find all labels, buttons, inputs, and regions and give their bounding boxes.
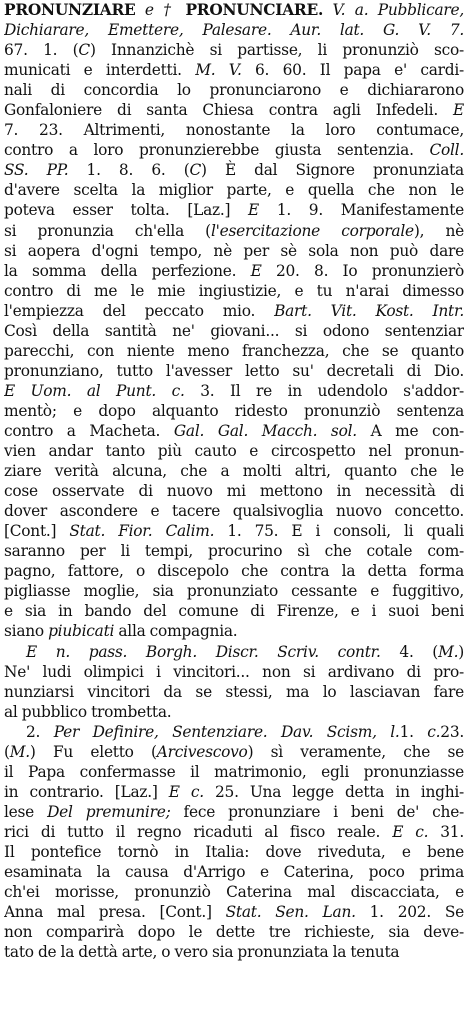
text-line [4, 200, 464, 220]
text-run: fece pronunziare i beni de' che- [170, 802, 464, 821]
text-line [4, 782, 464, 802]
italic-run: C [78, 41, 90, 60]
text-run: 4. ( [380, 642, 439, 661]
text-line [4, 762, 464, 782]
text-run: ( [4, 742, 10, 761]
text-line [4, 942, 464, 962]
text-run: ) Innanzichè si partisse, li pronunziò sco- [89, 41, 464, 60]
text-line [4, 140, 464, 160]
text-line [4, 682, 464, 702]
italic-run: E [250, 261, 262, 280]
entry-paragraph-3 [4, 722, 464, 963]
italic-run: Per Definire, Sentenziare. Dav. Scism, l. [53, 722, 400, 741]
text-run: A me con- [356, 421, 464, 440]
text-run: contro di me le mie ingiustizie, e tu n'arai dimesso [4, 281, 464, 300]
text-run: 23. [440, 722, 464, 741]
text-run: 1. 202. Se [355, 903, 464, 922]
text-line [4, 842, 464, 862]
text-line [4, 581, 464, 601]
headword: PRONUNCIARE. [185, 1, 324, 19]
text-line [4, 621, 464, 641]
text-line [4, 100, 464, 120]
text-run: pigliasse moglie, sia pronunziato cessante e fuggitivo, [4, 582, 464, 601]
text-run: municati e interdetti. [4, 61, 196, 80]
headword: PRONUNZIARE [4, 1, 136, 19]
italic-run: E n. pass. Borgh. Discr. Scriv. contr. [26, 642, 381, 661]
text-line [4, 361, 464, 381]
text-line [4, 401, 464, 421]
text-run: pronunziano, tutto l'avesser letto su' decretali di Dio. [4, 361, 464, 380]
entry-paragraph-2 [4, 642, 464, 722]
text-run: ) sì veramente, che se [247, 742, 464, 761]
italic-run: Coll. [429, 141, 464, 160]
text-run: 1. [399, 722, 428, 741]
text-line [4, 441, 464, 461]
text-line [4, 742, 464, 762]
text-run: vien andar tanto più cauto e circospetto nel pronun- [4, 442, 464, 461]
text-line [4, 862, 464, 882]
text-run: ) [458, 642, 464, 661]
text-line [4, 40, 464, 60]
italic-run: Stat. Sen. Lan. [225, 903, 356, 922]
text-run: contro a Macheta. [4, 421, 174, 440]
text-line [4, 180, 464, 200]
text-run: 1. 9. Manifestamente [259, 201, 464, 220]
text-line [4, 60, 464, 80]
text-line [4, 822, 464, 842]
text-run: saranno per li tempi, procurino sì che cotale com- [4, 542, 464, 561]
text-run: 67. 1. ( [4, 41, 79, 60]
text-run: esaminata la causa d'Arrigo e Caterina, poco prima [4, 863, 464, 882]
text-line [4, 642, 464, 662]
text-run: poteva esser tolta. [Laz.] [4, 201, 249, 220]
text-line [4, 301, 464, 321]
text-line [4, 241, 464, 261]
text-line [4, 902, 464, 922]
italic-run: C [189, 161, 201, 180]
text-run: dover ascondere e tacere qualsivoglia nuovo concetto. [4, 502, 464, 521]
text-run: alla compagnia. [114, 622, 238, 641]
text-line [4, 0, 464, 20]
text-run: Gonfaloniere di santa Chiesa contra agli Infedeli. [4, 101, 453, 120]
text-run: 25. Una legge detta in inghi- [203, 782, 464, 801]
italic-run: Stat. Fior. Calim. [69, 522, 215, 541]
text-line [4, 702, 464, 722]
text-run: rici di tutto il regno ricaduti al fisco reale. [4, 822, 393, 841]
text-line [4, 541, 464, 561]
text-line [4, 221, 464, 241]
italic-run: E [453, 101, 464, 120]
text-run: Anna mal presa. [Cont.] [4, 903, 226, 922]
text-run: ) Fu eletto ( [29, 742, 157, 761]
text-line [4, 120, 464, 140]
italic-run: SS. PP. [4, 161, 69, 180]
text-run: e sia in bando del comune di Firenze, e i suoi beni [4, 602, 464, 621]
text-line [4, 882, 464, 902]
text-run: 2. [26, 722, 54, 741]
text-run: cose osservate di nuovo mi mettono in necessità di [4, 482, 464, 501]
text-run: tato de la dettà arte, o vero sia pronunziata la tenuta [4, 943, 400, 962]
italic-run: Del premunire; [47, 802, 171, 821]
text-run: ziare verità alcuna, che a molti altri, quanto che le [4, 462, 464, 481]
text-line [4, 281, 464, 301]
text-run: si aopera d'ogni tempo, nè per sè sola non può dare [4, 241, 464, 260]
text-line [4, 922, 464, 942]
text-line [4, 20, 464, 40]
text-run: mentò; e dopo alquanto ridesto pronunziò sentenza [4, 401, 464, 420]
text-line [4, 802, 464, 822]
text-run: al pubblico trombetta. [4, 702, 172, 721]
text-run: 3. Il re in udendolo s'addor- [184, 381, 464, 400]
text-run: 31. [428, 822, 464, 841]
text-line [4, 521, 464, 541]
entry-paragraph-1 [4, 0, 464, 642]
text-line [4, 501, 464, 521]
text-run: 1. 75. E i consoli, li quali [214, 522, 464, 541]
text-run: 1. 8. 6. ( [68, 161, 190, 180]
italic-run: E [248, 201, 260, 220]
text-run: 6. 60. Il papa e' cardi- [241, 61, 464, 80]
italic-run: V. a. Pubblicare, [323, 1, 464, 19]
italic-run: piubicati [48, 622, 115, 641]
italic-run: M. [9, 742, 30, 761]
italic-run: l'esercitazione corporale [210, 221, 414, 240]
text-run: contro a loro pronunzierebbe giusta sentenzia. [4, 141, 430, 160]
text-line [4, 601, 464, 621]
text-run: d'avere scelta la miglior parte, e quella che non le [4, 181, 464, 200]
text-line [4, 722, 464, 742]
italic-run: Arcivescovo [156, 742, 248, 761]
italic-run: E Uom. al Punt. c. [4, 381, 185, 400]
text-run: nunziarsi vincitori da se stessi, ma lo lasciavan fare [4, 682, 464, 701]
italic-run: e † [135, 1, 186, 19]
text-run: Il pontefice tornò in Italia: dove riveduta, e bene [4, 842, 464, 861]
text-line [4, 481, 464, 501]
text-run: lese [4, 802, 48, 821]
text-line [4, 561, 464, 581]
text-run: ), nè [413, 221, 464, 240]
text-run: la somma della perfezione. [4, 261, 251, 280]
text-line [4, 461, 464, 481]
italic-run: Dichiarare, Emettere, Palesare. Aur. lat. G. V. 7. [4, 21, 464, 40]
text-line [4, 80, 464, 100]
text-run: Così della santità ne' giovani... si odono sentenziar [4, 321, 464, 340]
text-run: 20. 8. Io pronunzierò [261, 261, 464, 280]
text-run: 7. 23. Altrimenti, nonostante la loro contumace, [4, 121, 464, 140]
text-run: Ne' ludi olimpici i vincitori... non si ardivano di pro- [4, 662, 464, 681]
text-line [4, 662, 464, 682]
text-line [4, 421, 464, 441]
text-run: l'empiezza del peccato mio. [4, 301, 275, 320]
italic-run: E c. [168, 782, 204, 801]
italic-run: E c. [392, 822, 429, 841]
text-line [4, 261, 464, 281]
text-run: non comparirà dopo le dette tre richieste, sia deve- [4, 923, 464, 942]
text-run: in contrario. [Laz.] [4, 782, 169, 801]
text-run: ) È dal Signore pronunziata [201, 161, 464, 180]
italic-run: Gal. Gal. Macch. sol. [173, 421, 357, 440]
text-run: nali di concordia lo pronunciarono e dichiararono [4, 81, 464, 100]
text-run: parecchi, con niente meno franchezza, che se quanto [4, 341, 464, 360]
text-run: siano [4, 622, 49, 641]
italic-run: M. [438, 642, 459, 661]
text-line [4, 321, 464, 341]
text-run: [Cont.] [4, 522, 70, 541]
text-run: ch'ei morisse, pronunziò Caterina mal discacciata, e [4, 883, 464, 902]
italic-run: c. [427, 722, 441, 741]
text-run: si pronunzia ch'ella ( [4, 221, 211, 240]
text-line [4, 381, 464, 401]
text-line [4, 341, 464, 361]
italic-run: Bart. Vit. Kost. Intr. [274, 301, 464, 320]
italic-run: M. V. [195, 61, 242, 80]
text-line [4, 160, 464, 180]
text-run: il Papa confermasse il matrimonio, egli pronunziasse [4, 762, 464, 781]
text-run: pagno, fattore, o discepolo che contra la detta forma [4, 562, 464, 581]
